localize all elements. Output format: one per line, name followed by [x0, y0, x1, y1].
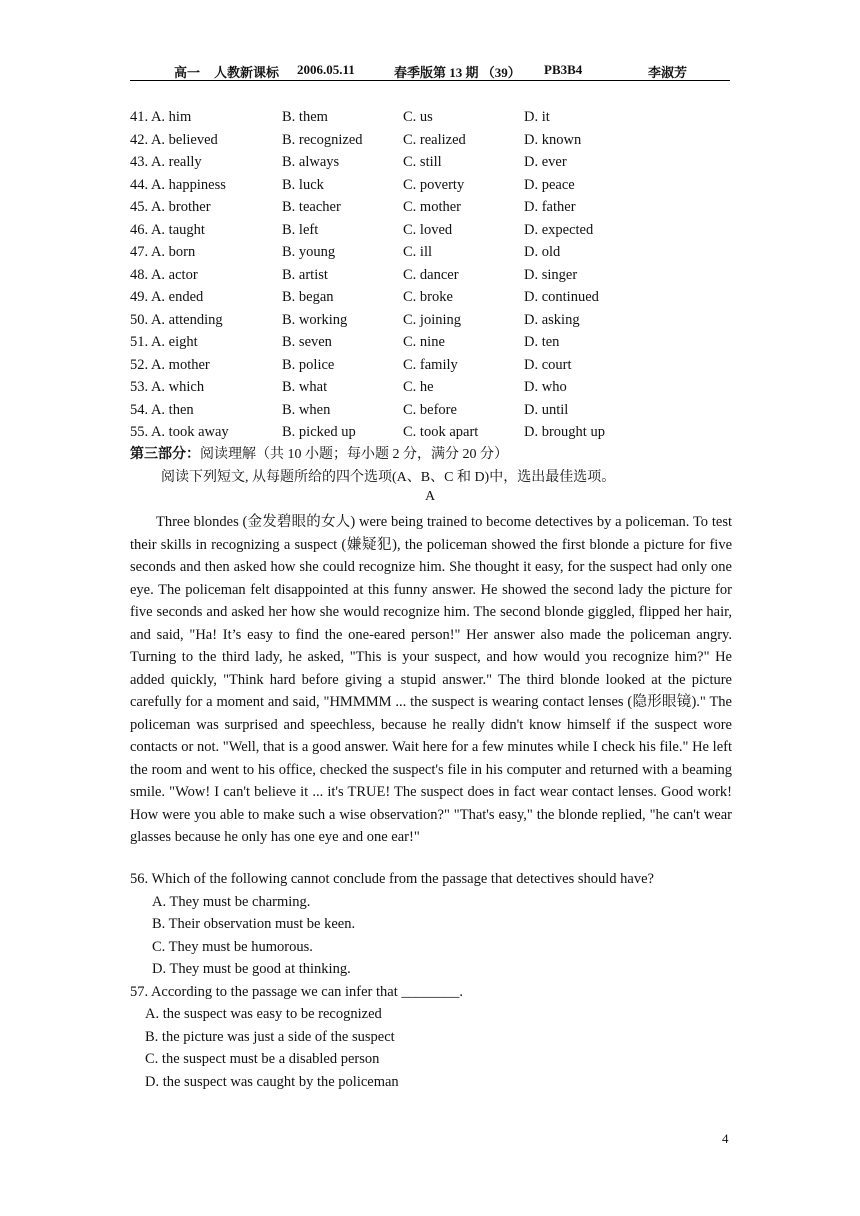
option-row-47 — [130, 241, 730, 264]
option-a: 41. A. him — [130, 109, 192, 125]
option-row-43 — [130, 151, 730, 174]
option-c: C. poverty — [403, 176, 465, 193]
option-d: D. continued — [524, 289, 599, 305]
option-c: C. ill — [403, 244, 433, 260]
question-57-choice-c: C. the suspect must be a disabled person — [145, 1051, 380, 1067]
option-b: B. recognized — [282, 131, 363, 148]
option-d: D. it — [524, 109, 550, 125]
option-row-45 — [130, 196, 730, 219]
question-56-choice-d: D. They must be good at thinking. — [152, 961, 351, 977]
option-c: C. he — [403, 379, 434, 395]
option-d: D. brought up — [524, 424, 605, 440]
option-row-46 — [130, 219, 730, 242]
page-number: 4 — [722, 1131, 729, 1146]
question-57-choice-b: B. the picture was just a side of the suspect — [145, 1029, 395, 1045]
cloze-options — [130, 106, 730, 444]
option-a: 51. A. eight — [130, 334, 198, 350]
option-row-42 — [130, 129, 730, 152]
option-row-48 — [130, 264, 730, 287]
header-code: PB3B4 — [544, 62, 583, 77]
option-row-50 — [130, 309, 730, 332]
header-edition: 人教新课标 — [214, 65, 280, 80]
option-d: D. expected — [524, 221, 594, 238]
option-d: D. asking — [524, 311, 580, 328]
option-b: B. when — [282, 401, 331, 418]
option-a: 45. A. brother — [130, 199, 211, 215]
option-b: B. police — [282, 356, 335, 373]
option-c: C. before — [403, 401, 457, 418]
option-a: 55. A. took away — [130, 424, 229, 440]
option-a: 42. A. believed — [130, 131, 218, 148]
option-b: B. always — [282, 154, 340, 170]
option-b: B. what — [282, 379, 328, 395]
header-date: 2006.05.11 — [297, 62, 355, 77]
option-a: 43. A. really — [130, 154, 202, 170]
option-a: 53. A. which — [130, 379, 205, 395]
section-label: 第三部分： — [130, 447, 200, 462]
option-b: B. young — [282, 244, 336, 260]
option-a: 52. A. mother — [130, 356, 210, 373]
option-c: C. us — [403, 109, 433, 125]
option-c: C. took apart — [403, 424, 479, 440]
header-author: 李淑芳 — [648, 65, 688, 80]
option-c: C. still — [403, 154, 442, 170]
option-b: B. seven — [282, 334, 332, 350]
option-b: B. left — [282, 221, 319, 238]
option-row-55 — [130, 421, 730, 444]
reading-passage: Three blondes (金发碧眼的女人) were being trained to become detectives by a policeman. To test their skills in recognizing a suspect (嫌疑犯), the policeman showed the first blonde a picture for five seconds and then asked how she could recognize him. She thought it easy, for the suspect had only one eye. The policeman felt disappointed at this funny answer. He showed the second lady the picture for five seconds and asked her how she would recognize him. The second blonde giggled, flipped her hair, and said, "Ha! It’s easy to find the one-eared person!" Her answer also made the policeman angry. Turning to the third lady, he asked, "This is your suspect, and how would you recognize him?" He added quickly, "Think hard before giving a stupid answer." The third blonde looked at the picture carefully for a moment and said, "HMMMM ... the suspect is wearing contact lenses (隐形眼镜)." The policeman was surprised and speechless, because he really didn't know himself if the suspect wore contacts or not. "Well, that is a good answer. Wait here for a few minutes while I check his file." He left the room and went to his office, checked the suspect's file in his computer and returned with a beaming smile. "Wow! I can't believe it ... it's TRUE! The suspect does in fact wear contact lenses. Good work! How were you able to make such a wise observation?" "That's easy," the blonde replied, "he can't wear glasses because he only has one eye and one ear!" — [130, 514, 732, 845]
option-d: D. until — [524, 401, 569, 418]
header-grade: 高一 — [174, 65, 201, 80]
option-c: C. joining — [403, 311, 462, 328]
option-a: 48. A. actor — [130, 266, 198, 283]
option-a: 44. A. happiness — [130, 176, 226, 193]
option-d: D. singer — [524, 266, 578, 283]
section-title — [130, 443, 508, 463]
option-d: D. father — [524, 199, 576, 215]
option-row-52 — [130, 354, 730, 377]
option-a: 46. A. taught — [130, 221, 205, 238]
option-d: D. court — [524, 356, 572, 373]
option-d: D. who — [524, 379, 567, 395]
option-row-49 — [130, 286, 730, 309]
option-d: D. peace — [524, 176, 575, 193]
option-c: C. realized — [403, 131, 466, 148]
option-d: D. old — [524, 244, 561, 260]
option-c: C. loved — [403, 221, 453, 238]
header-issue: 春季版第 13 期 （39） — [394, 65, 521, 80]
option-a: 49. A. ended — [130, 289, 204, 305]
option-b: B. artist — [282, 266, 328, 283]
option-b: B. luck — [282, 176, 324, 193]
option-a: 47. A. born — [130, 244, 196, 260]
option-row-51 — [130, 331, 730, 354]
option-row-41 — [130, 106, 730, 129]
option-a: 54. A. then — [130, 401, 194, 418]
option-b: B. teacher — [282, 199, 341, 215]
section-instructions: 阅读下列短文, 从每题所给的四个选项(A、B、C 和 D)中，选出最佳选项。 — [161, 470, 616, 485]
option-b: B. picked up — [282, 424, 356, 440]
option-row-54 — [130, 399, 730, 422]
option-c: C. family — [403, 356, 458, 373]
question-56-choice-c: C. They must be humorous. — [152, 939, 313, 955]
question-57-choice-a: A. the suspect was easy to be recognized — [145, 1006, 382, 1022]
passage-letter: A — [424, 489, 436, 504]
page-header — [130, 60, 730, 81]
option-row-53 — [130, 376, 730, 399]
option-b: B. began — [282, 289, 334, 305]
option-d: D. ever — [524, 154, 567, 170]
question-56-stem: 56. Which of the following cannot conclude from the passage that detectives should have? — [130, 871, 654, 887]
option-c: C. nine — [403, 334, 445, 350]
option-b: B. them — [282, 109, 328, 125]
option-a: 50. A. attending — [130, 311, 223, 328]
question-56-choice-b: B. Their observation must be keen. — [152, 916, 356, 932]
question-56-choice-a: A. They must be charming. — [152, 894, 311, 910]
option-b: B. working — [282, 311, 348, 328]
option-row-44 — [130, 174, 730, 197]
option-d: D. ten — [524, 334, 560, 350]
question-57-stem: 57. According to the passage we can infer that ________. — [130, 984, 464, 1000]
option-c: C. mother — [403, 199, 461, 215]
option-d: D. known — [524, 131, 582, 148]
option-c: C. broke — [403, 289, 453, 305]
option-c: C. dancer — [403, 266, 459, 283]
question-57-choice-d: D. the suspect was caught by the policeman — [145, 1074, 399, 1090]
section-subtitle: 阅读理解（共 10 小题；每小题 2 分，满分 20 分） — [200, 447, 508, 462]
